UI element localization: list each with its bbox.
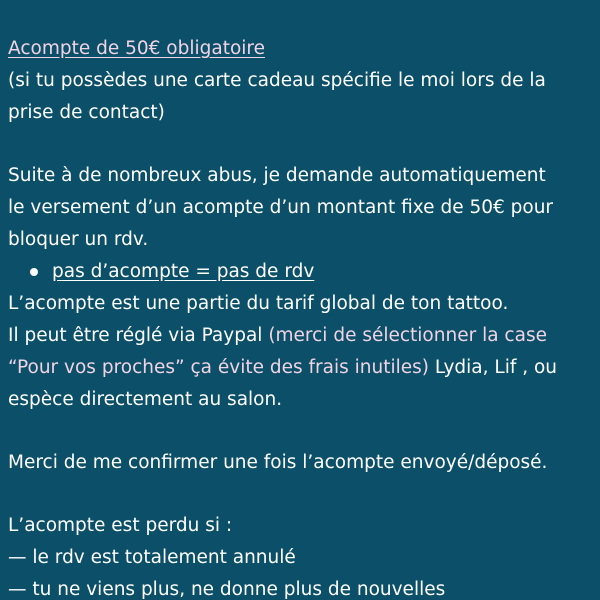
intro-line-2: prise de contact): [8, 102, 165, 123]
spacer: [8, 416, 590, 447]
deposit-title: Acompte de 50€ obligatoire: [8, 38, 266, 59]
bullet-dot-icon: [30, 268, 38, 276]
content-block: [8, 33, 590, 600]
payment-line-2: [8, 352, 590, 384]
abuse-line-2: le versement d’un acompte d’un montant fixe de 50€ pour: [8, 197, 554, 218]
payment-line-3: espèce directement au salon.: [8, 389, 283, 410]
spacer: [8, 129, 590, 160]
payment-note-1: (merci de sélectionner la case: [268, 325, 547, 346]
abuse-line-1: Suite à de nombreux abus, je demande automatiquement: [8, 165, 546, 186]
payment-note-2: “Pour vos proches” ça évite des frais inutiles): [8, 357, 429, 378]
confirm-line: Merci de me confirmer une fois l’acompte envoyé/déposé.: [8, 452, 548, 473]
bullet-text: pas d’acompte = pas de rdv: [52, 261, 315, 282]
intro-line-1: (si tu possèdes une carte cadeau spécifie le moi lors de la: [8, 70, 546, 91]
payment-line-2-text: Lydia, Lif , ou: [428, 357, 558, 378]
spacer: [8, 479, 590, 510]
abuse-line-3: bloquer un rdv.: [8, 229, 149, 250]
payment-line-1: [8, 320, 590, 352]
payment-line-1-text: Il peut être réglé via Paypal: [8, 325, 269, 346]
bullet-item: [8, 256, 590, 288]
tarif-line: L’acompte est une partie du tarif global de ton tattoo.: [8, 293, 509, 314]
lost-item-1: — le rdv est totalement annulé: [8, 547, 296, 568]
lost-item-2: — tu ne viens plus, ne donne plus de nouvelles: [8, 579, 446, 600]
title-line: [8, 33, 590, 65]
lost-heading: L’acompte est perdu si :: [8, 515, 233, 536]
